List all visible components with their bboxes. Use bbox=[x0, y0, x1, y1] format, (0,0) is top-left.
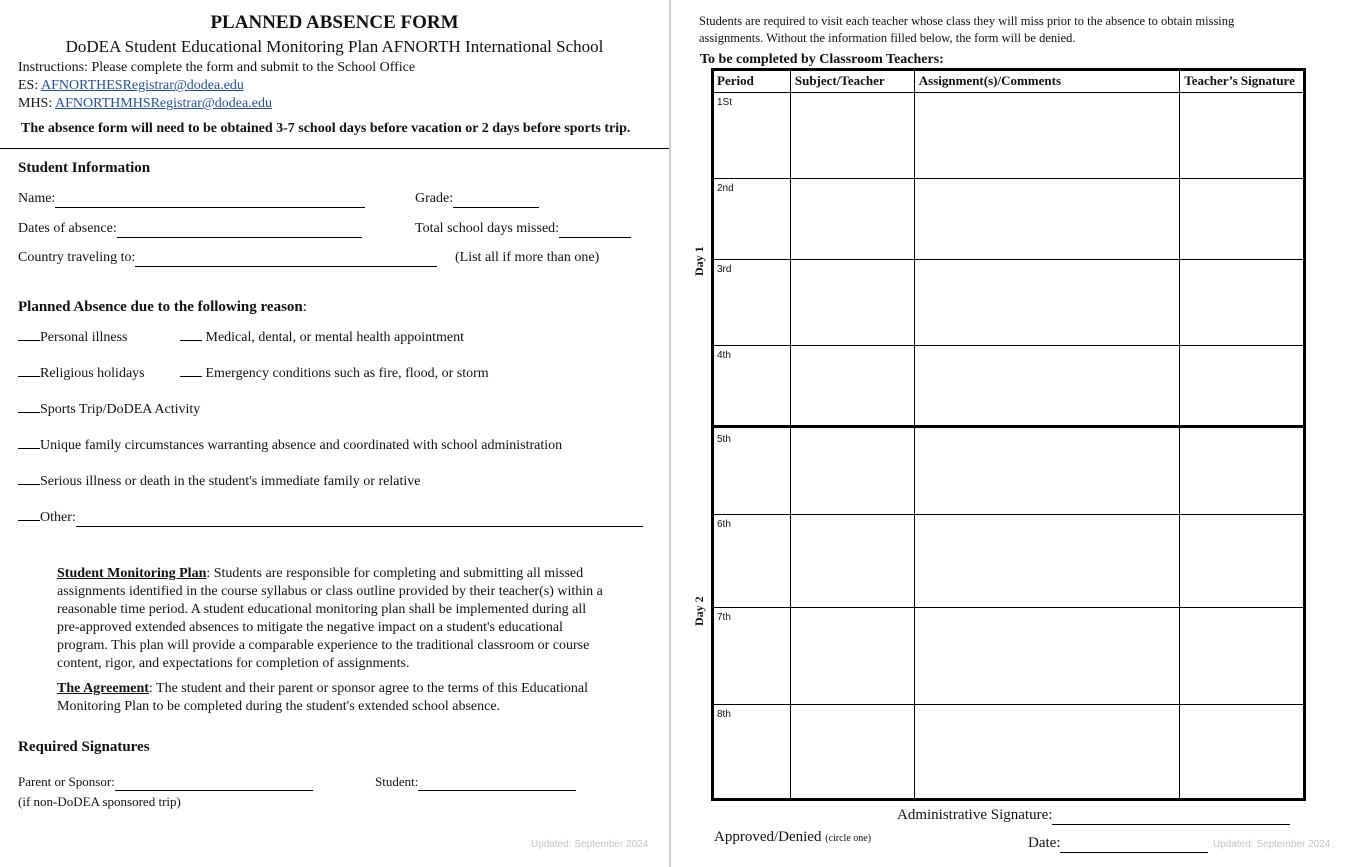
grade-field bbox=[415, 191, 539, 208]
checkbox-line[interactable] bbox=[18, 340, 40, 341]
checkbox-line[interactable] bbox=[18, 448, 40, 449]
date-field bbox=[1028, 835, 1208, 853]
reason-label: Personal illness bbox=[40, 330, 128, 345]
reason-label: Emergency conditions such as fire, flood, or storm bbox=[205, 366, 489, 381]
reason-heading-colon: : bbox=[302, 299, 307, 315]
reason-religious[interactable] bbox=[18, 366, 145, 382]
student-label: Student: bbox=[375, 774, 419, 789]
reason-label: Religious holidays bbox=[40, 366, 145, 381]
country-label: Country traveling to: bbox=[18, 250, 136, 265]
reason-personal-illness[interactable] bbox=[18, 330, 128, 346]
es-contact bbox=[18, 78, 244, 94]
form-page-left bbox=[0, 0, 669, 867]
checkbox-line[interactable] bbox=[18, 376, 40, 377]
dates-input-line[interactable] bbox=[117, 221, 362, 238]
instructions-text: Instructions: Please complete the form and submit to the School Office bbox=[18, 60, 416, 75]
column-header-signature: Teacher’s Signature bbox=[1180, 70, 1306, 93]
admin-signature-label: Administrative Signature: bbox=[897, 807, 1053, 823]
reason-label: Medical, dental, or mental health appointment bbox=[205, 330, 465, 345]
updated-stamp-left: Updated: September 2024 bbox=[531, 839, 649, 850]
parent-signature-field bbox=[18, 774, 313, 791]
reason-label: Serious illness or death in the student's immediate family or relative bbox=[40, 474, 421, 489]
mhs-email-link[interactable]: AFNORTHMHSRegistrar@dodea.edu bbox=[54, 96, 272, 111]
teacher-intro-text: Students are required to visit each teacher whose class they will miss prior to the absence to obtain missing assignments. Without the information filled below, the form will be denied. bbox=[699, 14, 1235, 45]
updated-stamp-right: Updated: September 2024 bbox=[1213, 839, 1331, 850]
signatures-heading: Required Signatures bbox=[18, 739, 150, 755]
day-separator bbox=[711, 425, 1306, 428]
period-cell: 6th bbox=[713, 515, 791, 608]
admin-signature-line[interactable] bbox=[1052, 807, 1290, 825]
grade-label: Grade: bbox=[415, 191, 454, 206]
student-signature-line[interactable] bbox=[418, 774, 576, 791]
es-email-link[interactable]: AFNORTHESRegistrar@dodea.edu bbox=[40, 78, 244, 93]
period-cell: 8th bbox=[713, 705, 791, 799]
total-days-label: Total school days missed: bbox=[415, 221, 560, 236]
period-cell: 2nd bbox=[713, 179, 791, 260]
reason-sports[interactable] bbox=[18, 402, 200, 418]
grade-input-line[interactable] bbox=[453, 191, 539, 208]
dates-field bbox=[18, 221, 362, 238]
reason-heading-text: Planned Absence due to the following reason bbox=[18, 299, 303, 315]
checkbox-line[interactable] bbox=[180, 376, 202, 377]
agreement-title: The Agreement bbox=[57, 681, 149, 696]
mhs-contact bbox=[18, 96, 272, 112]
reason-emergency[interactable] bbox=[180, 366, 489, 382]
mhs-label: MHS: bbox=[18, 96, 55, 111]
column-header-period: Period bbox=[713, 70, 791, 93]
monitoring-plan-text: : Students are responsible for completing and submitting all missed assignments identified in the course syllabus or class outline provided by their teacher(s) within a reasonable time period. A student educational monitoring plan shall be implemented during all pre-approved extended absences to mitigate the negative impact on a student's educational program. This plan will provide a comparable experience to the traditional classroom or course content, rigor, and expectations for completion of assignments. bbox=[57, 566, 603, 671]
period-cell: 3rd bbox=[713, 260, 791, 346]
name-field bbox=[18, 191, 365, 208]
total-days-field bbox=[415, 221, 631, 238]
admin-signature-field bbox=[897, 807, 1290, 825]
notice-text: The absence form will need to be obtained 3-7 school days before vacation or 2 days before sports trip. bbox=[21, 121, 631, 136]
day-1-label: Day 1 bbox=[692, 246, 706, 276]
checkbox-line[interactable] bbox=[18, 484, 40, 485]
period-cell: 5th bbox=[713, 427, 791, 515]
dates-label: Dates of absence: bbox=[18, 221, 117, 236]
monitoring-plan-paragraph bbox=[57, 565, 612, 673]
form-title: PLANNED ABSENCE FORM bbox=[210, 12, 459, 33]
column-header-subject: Subject/Teacher bbox=[790, 70, 914, 93]
reason-serious[interactable] bbox=[18, 474, 420, 490]
period-cell: 7th bbox=[713, 608, 791, 705]
name-input-line[interactable] bbox=[55, 191, 365, 208]
reason-label: Sports Trip/DoDEA Activity bbox=[40, 402, 201, 417]
period-cell: 1St bbox=[713, 93, 791, 179]
table-outer-border bbox=[711, 68, 1306, 801]
parent-label: Parent or Sponsor: bbox=[18, 774, 115, 789]
checkbox-line[interactable] bbox=[18, 520, 40, 521]
form-page-right bbox=[671, 0, 1345, 867]
parent-signature-line[interactable] bbox=[115, 774, 313, 791]
monitoring-plan-title: Student Monitoring Plan bbox=[57, 566, 207, 581]
other-input-line[interactable] bbox=[76, 510, 643, 527]
reason-label: Other: bbox=[40, 510, 76, 525]
name-label: Name: bbox=[18, 191, 56, 206]
day-2-label: Day 2 bbox=[692, 596, 706, 626]
agreement-paragraph bbox=[57, 680, 612, 716]
date-input-line[interactable] bbox=[1060, 835, 1208, 853]
period-cell: 4th bbox=[713, 346, 791, 427]
teacher-table-heading: To be completed by Classroom Teachers: bbox=[700, 52, 944, 67]
form-subtitle: DoDEA Student Educational Monitoring Plan AFNORTH International School bbox=[65, 37, 604, 56]
country-input-line[interactable] bbox=[135, 250, 437, 267]
checkbox-line[interactable] bbox=[18, 412, 40, 413]
reason-heading bbox=[18, 299, 307, 316]
country-note: (List all if more than one) bbox=[455, 250, 600, 265]
student-info-heading: Student Information bbox=[18, 160, 151, 176]
parent-note: (if non-DoDEA sponsored trip) bbox=[18, 794, 181, 809]
reason-unique[interactable] bbox=[18, 438, 562, 454]
approved-denied-label[interactable]: Approved/Denied bbox=[714, 829, 822, 845]
es-label: ES: bbox=[18, 78, 41, 93]
reason-label: Unique family circumstances warranting absence and coordinated with school administration bbox=[40, 438, 563, 453]
checkbox-line[interactable] bbox=[180, 340, 202, 341]
circle-one-note: (circle one) bbox=[825, 833, 872, 844]
student-signature-field bbox=[375, 774, 576, 791]
date-label: Date: bbox=[1028, 835, 1061, 851]
country-field bbox=[18, 250, 437, 267]
reason-other[interactable] bbox=[18, 510, 643, 527]
approval-field bbox=[714, 829, 871, 846]
reason-medical[interactable] bbox=[180, 330, 464, 346]
header-rule bbox=[0, 148, 669, 149]
total-days-input-line[interactable] bbox=[559, 221, 631, 238]
column-header-assignment: Assignment(s)/Comments bbox=[914, 70, 1180, 93]
agreement-text: : The student and their parent or sponsor agree to the terms of this Educational Monitoring Plan to be completed during the student's extended school absence. bbox=[57, 681, 588, 714]
